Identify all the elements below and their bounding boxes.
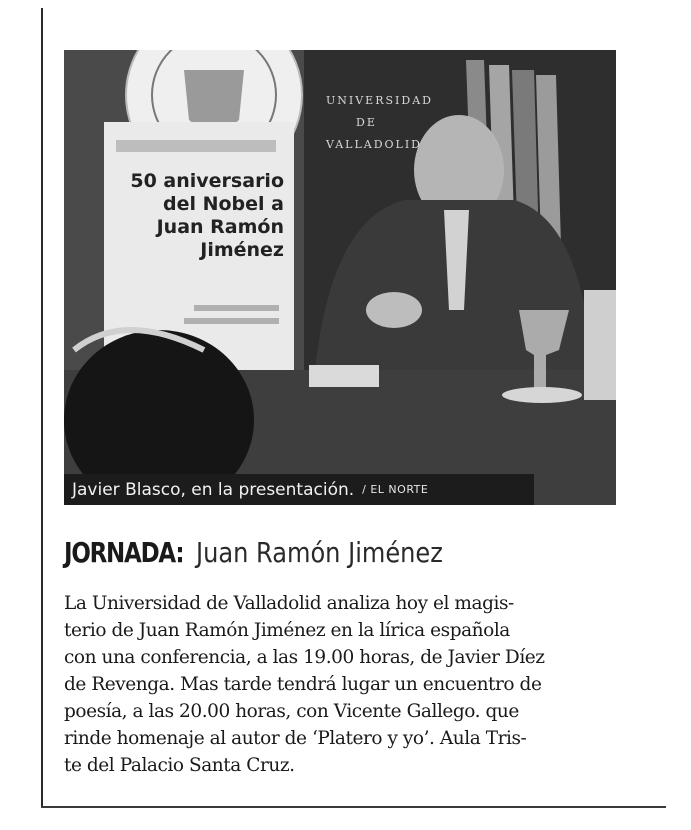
photo-credit: / EL NORTE bbox=[362, 483, 429, 496]
article-body bbox=[64, 590, 624, 779]
headline-kicker: JORNADA: bbox=[64, 536, 184, 569]
body-line: rinde homenaje al autor de ‘Platero y yo’. Aula Tris- bbox=[64, 728, 527, 749]
poster-line: Juan Ramón bbox=[156, 216, 284, 238]
poster-line: Jiménez bbox=[200, 239, 284, 261]
institution-line: VALLADOLID bbox=[326, 138, 423, 151]
headline bbox=[64, 536, 624, 570]
column-rule bbox=[41, 8, 43, 808]
institution-line: DE bbox=[356, 116, 377, 129]
body-line: te del Palacio Santa Cruz. bbox=[64, 755, 295, 776]
caption-text: Javier Blasco, en la presentación. bbox=[72, 479, 355, 500]
body-line: terio de Juan Ramón Jiménez en la lírica española bbox=[64, 620, 510, 641]
headline-topic: Juan Ramón Jiménez bbox=[196, 536, 444, 569]
news-photo bbox=[64, 50, 616, 505]
institution-sign bbox=[326, 90, 456, 156]
poster-title bbox=[124, 170, 284, 262]
poster-line: 50 aniversario bbox=[130, 170, 284, 192]
institution-line: UNIVERSIDAD bbox=[326, 94, 433, 107]
poster-line: del Nobel a bbox=[162, 193, 284, 215]
body-line: con una conferencia, a las 19.00 horas, de Javier Díez bbox=[64, 647, 545, 668]
photo-caption bbox=[64, 474, 534, 505]
body-line: poesía, a las 20.00 horas, con Vicente Gallego. que bbox=[64, 701, 519, 722]
bottom-rule bbox=[41, 806, 666, 808]
body-line: de Revenga. Mas tarde tendrá lugar un encuentro de bbox=[64, 674, 542, 695]
body-line: La Universidad de Valladolid analiza hoy el magis- bbox=[64, 593, 514, 614]
